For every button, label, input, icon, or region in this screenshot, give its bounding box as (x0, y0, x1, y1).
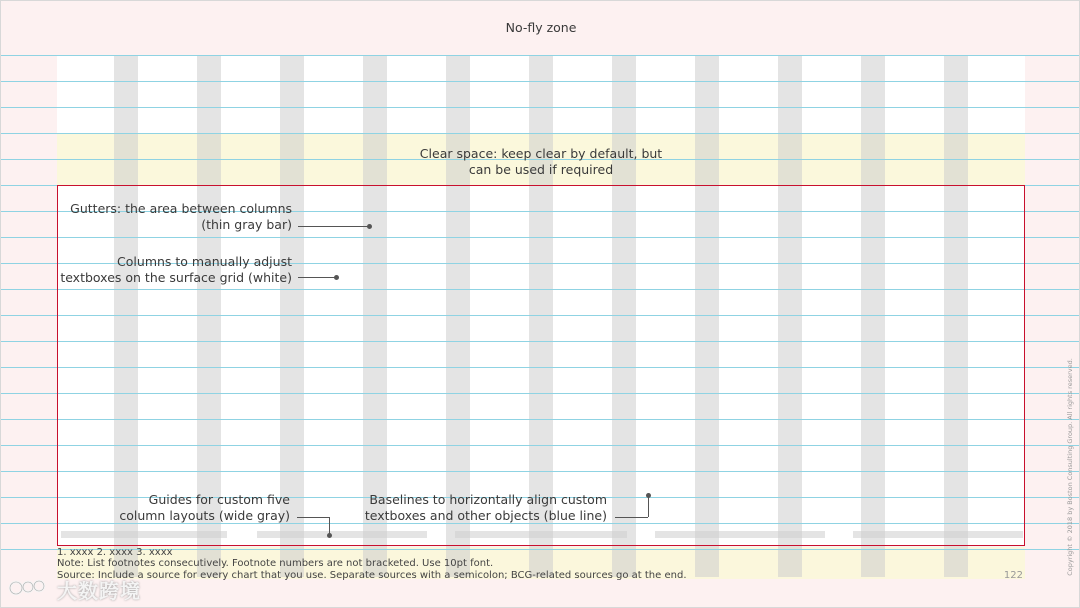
copyright-notice: Copyright © 2018 by Boston Consulting Group. All rights reserved. (1066, 358, 1074, 576)
baseline (1, 107, 1080, 108)
guides-leader-line (297, 517, 329, 518)
baselines-leader-dot (646, 493, 651, 498)
gutters-leader-dot (367, 224, 372, 229)
guides-label-line-1: Guides for custom five (148, 492, 290, 507)
clear-space-label-line-2: can be used if required (468, 162, 614, 177)
columns-label-line-1: Columns to manually adjust (117, 254, 292, 269)
watermark-text: 大数跨境 (57, 578, 141, 603)
footnote-note: Note: List footnotes consecutively. Footnote numbers are not bracketed. Use 10pt font. (57, 558, 494, 569)
gutters-label-line-2: (thin gray bar) (201, 217, 292, 232)
no-fly-zone-label: No-fly zone (505, 20, 577, 35)
page-number: 122 (1003, 570, 1023, 581)
guides-leader-dot (327, 533, 332, 538)
columns-leader-line (298, 277, 336, 278)
baselines-leader-rise (648, 497, 649, 517)
baseline (1, 55, 1080, 56)
baseline (1, 133, 1080, 134)
baselines-leader-line (615, 517, 648, 518)
watermark (7, 575, 141, 603)
watermark-logo-icon (7, 575, 51, 603)
baselines-label-line-1: Baselines to horizontally align custom (369, 492, 607, 507)
guides-label-line-2: column layouts (wide gray) (119, 508, 290, 523)
baselines-label-line-2: textboxes and other objects (blue line) (364, 508, 607, 523)
footnote-numbers: 1. xxxx 2. xxxx 3. xxxx (57, 547, 173, 558)
gutters-leader-line (298, 226, 369, 227)
clear-space-label-line-1: Clear space: keep clear by default, but (419, 146, 663, 161)
baseline (1, 81, 1080, 82)
columns-leader-dot (334, 275, 339, 280)
footnote-source: Source: Include a source for every chart that you use. Separate sources with a semicolon; BCG-related sources go at the end. (57, 570, 687, 581)
gutters-label-line-1: Gutters: the area between columns (70, 201, 292, 216)
columns-label-line-2: textboxes on the surface grid (white) (60, 270, 292, 285)
